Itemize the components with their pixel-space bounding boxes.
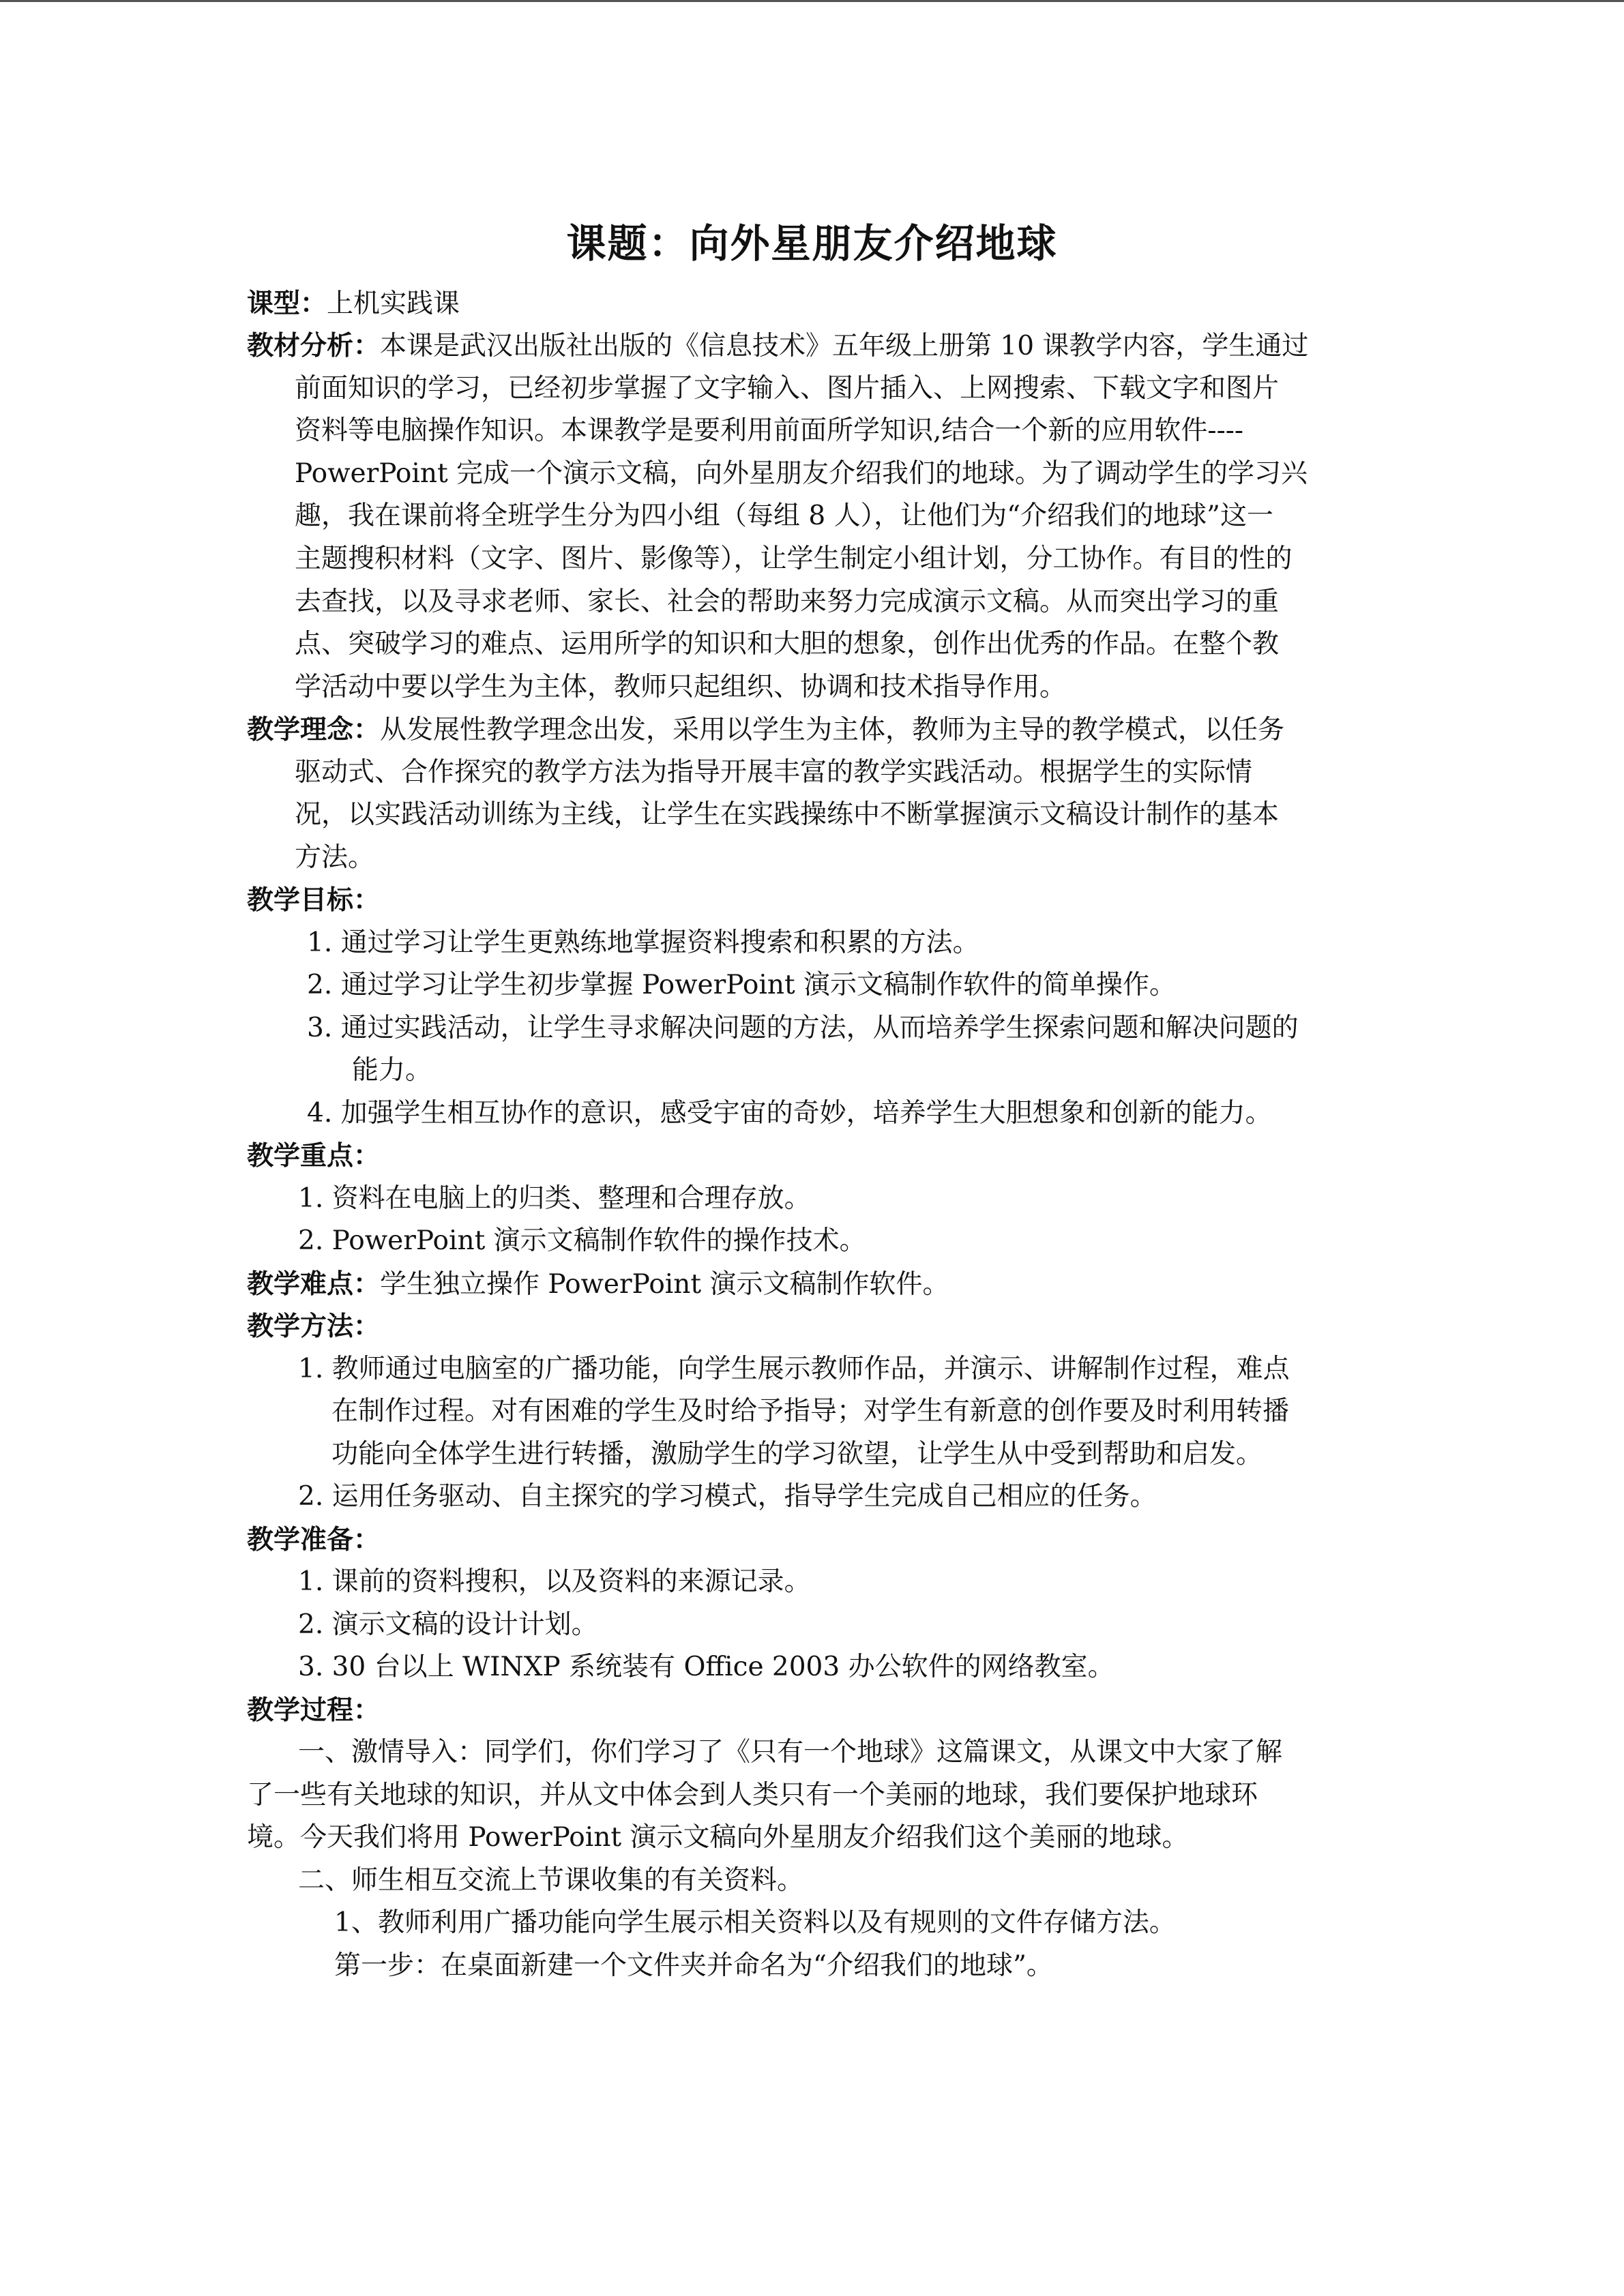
analysis-line: 主题搜积材料（文字、图片、影像等），让学生制定小组计划，分工协作。有目的性的 xyxy=(295,543,1293,574)
process-paragraph: 境。今天我们将用 PowerPoint 演示文稿向外星朋友介绍我们这个美丽的地球。 xyxy=(247,1822,1189,1853)
method-item-continued: 功能向全体学生进行转播，激励学生的学习欲望，让学生从中受到帮助和启发。 xyxy=(331,1439,1263,1470)
philosophy-text: 从发展性教学理念出发，采用以学生为主体，教师为主导的教学模式，以任务 xyxy=(380,715,1285,745)
key-point-item: 1. 资料在电脑上的归类、整理和合理存放。 xyxy=(298,1183,811,1214)
key-point-item: 2. PowerPoint 演示文稿制作软件的操作技术。 xyxy=(298,1225,866,1256)
preparation-item: 2. 演示文稿的设计计划。 xyxy=(298,1609,598,1640)
preparation-item: 3. 30 台以上 WINXP 系统装有 Office 2003 办公软件的网络教室。 xyxy=(298,1652,1114,1682)
philosophy-line: 方法。 xyxy=(295,842,375,873)
goal-item: 4. 加强学生相互协作的意识，感受宇宙的奇妙，培养学生大胆想象和创新的能力。 xyxy=(307,1098,1272,1129)
philosophy-line: 况，以实践活动训练为主线，让学生在实践操练中不断掌握演示文稿设计制作的基本 xyxy=(295,799,1280,830)
goals-label: 教学目标： xyxy=(247,884,381,916)
difficulty-line xyxy=(247,1263,949,1306)
top-border xyxy=(0,0,1624,2)
goal-item: 3. 通过实践活动，让学生寻求解决问题的方法，从而培养学生探索问题和解决问题的 xyxy=(307,1013,1299,1043)
goal-item: 2. 通过学习让学生初步掌握 PowerPoint 演示文稿制作软件的简单操作。 xyxy=(307,970,1177,1000)
analysis-text: 本课是武汉出版社出版的《信息技术》五年级上册第 10 课教学内容，学生通过 xyxy=(380,331,1309,361)
philosophy-line: 驱动式、合作探究的教学方法为指导开展丰富的教学实践活动。根据学生的实际情 xyxy=(295,757,1253,788)
course-type-value: 上机实践课 xyxy=(327,288,460,319)
process-paragraph: 二、师生相互交流上节课收集的有关资料。 xyxy=(298,1865,804,1896)
analysis-line: 去查找，以及寻求老师、家长、社会的帮助来努力完成演示文稿。从而突出学习的重 xyxy=(295,586,1280,617)
analysis-line: 学活动中要以学生为主体，教师只起组织、协调和技术指导作用。 xyxy=(295,672,1067,702)
method-item: 2. 运用任务驱动、自主探究的学习模式，指导学生完成自己相应的任务。 xyxy=(298,1481,1157,1512)
key-points-label: 教学重点： xyxy=(247,1140,381,1172)
analysis-line: 点、突破学习的难点、运用所学的知识和大胆的想象，创作出优秀的作品。在整个教 xyxy=(295,629,1280,659)
goal-item-continued: 能力。 xyxy=(352,1055,432,1086)
process-step: 第一步：在桌面新建一个文件夹并命名为“介绍我们的地球”。 xyxy=(334,1950,1053,1981)
method-item: 1. 教师通过电脑室的广播功能，向学生展示教师作品，并演示、讲解制作过程，难点 xyxy=(298,1354,1290,1384)
process-step: 1、教师利用广播功能向学生展示相关资料以及有规则的文件存储方法。 xyxy=(334,1907,1176,1938)
methods-label: 教学方法： xyxy=(247,1311,381,1342)
philosophy-line xyxy=(247,709,1284,751)
method-item-continued: 在制作过程。对有困难的学生及时给予指导；对学生有新意的创作要及时利用转播 xyxy=(331,1396,1290,1427)
analysis-line: PowerPoint 完成一个演示文稿，向外星朋友介绍我们的地球。为了调动学生的学习兴 xyxy=(295,458,1308,489)
philosophy-label: 教学理念： xyxy=(247,714,381,745)
process-label: 教学过程： xyxy=(247,1695,381,1726)
page-title: 课题：向外星朋友介绍地球 xyxy=(566,220,1058,267)
analysis-line xyxy=(247,325,1308,368)
difficulty-label: 教学难点： xyxy=(247,1268,381,1300)
course-type-label: 课型： xyxy=(247,288,327,319)
analysis-line: 资料等电脑操作知识。本课教学是要利用前面所学知识,结合一个新的应用软件---- xyxy=(295,415,1244,446)
preparation-label: 教学准备： xyxy=(247,1524,381,1555)
analysis-label: 教材分析： xyxy=(247,330,381,361)
course-type-line xyxy=(247,282,460,325)
preparation-item: 1. 课前的资料搜积，以及资料的来源记录。 xyxy=(298,1566,811,1597)
analysis-line: 前面知识的学习，已经初步掌握了文字输入、图片插入、上网搜索、下载文字和图片 xyxy=(295,373,1280,404)
difficulty-value: 学生独立操作 PowerPoint 演示文稿制作软件。 xyxy=(380,1269,949,1300)
process-paragraph: 了一些有关地球的知识，并从文中体会到人类只有一个美丽的地球，我们要保护地球环 xyxy=(247,1780,1258,1810)
analysis-line: 趣，我在课前将全班学生分为四小组（每组 8 人），让他们为“介绍我们的地球”这一 xyxy=(295,501,1273,531)
goal-item: 1. 通过学习让学生更熟练地掌握资料搜索和积累的方法。 xyxy=(307,927,979,958)
process-paragraph: 一、激情导入：同学们，你们学习了《只有一个地球》这篇课文，从课文中大家了解 xyxy=(298,1737,1283,1768)
